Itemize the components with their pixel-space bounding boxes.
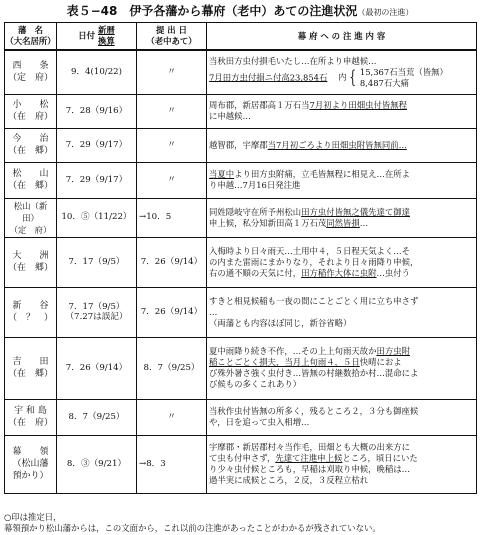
content-line: び殊外暑さ強く虫付き…皆無の村継数拾か村…混命によ (209, 368, 419, 378)
content-line: の内また雷雨にまかりなり，それより日々雨降り申候， (209, 256, 419, 267)
content-text: 申上候，私分知新田高１万石茂 (209, 217, 327, 228)
content-line (209, 453, 474, 464)
content-cell (207, 50, 477, 94)
content-underlined: 7月初より田畑虫付皆無程 (309, 100, 407, 110)
han-name: 松 山 （在 郷） (7, 169, 53, 191)
content-cell (207, 435, 477, 493)
content-underlined: 同然皆損 (326, 217, 360, 228)
date-cell: 7．17（9/5） (57, 237, 137, 287)
content-line: 入梅時より日々雨天…土用中４，５日程天気よく…そ (209, 245, 410, 256)
content-line: 当秋田方虫付損毛いたし…在所より申越候… (209, 55, 377, 66)
submit-cell: 7．26（9/14） (137, 237, 207, 287)
content-line (209, 218, 474, 229)
date-text: 7．17（9/5） （7.27は誤記） (65, 302, 128, 322)
content-line (209, 207, 474, 218)
content-cell (207, 162, 477, 198)
submit-cell: 〃 (137, 399, 207, 435)
content-cell (207, 94, 477, 128)
han-name: 宇 和 島 （在 府） (7, 406, 53, 428)
content-text: 周布郡，新居郡高１万石当 (209, 100, 310, 110)
submit-cell: 〃 (137, 50, 207, 94)
table-row (5, 399, 477, 435)
header-content-text: 幕 府 へ の 注 進 内 容 (297, 30, 386, 41)
content-text: 15,367石当荒（皆無） (359, 66, 448, 77)
header-han-text: 藩 名 （大名居所） (5, 25, 56, 46)
content-line: び候もの多くこれあり） (209, 379, 302, 389)
content-cell (207, 198, 477, 237)
note-line: 幕領預かり松山藩からは，この文面から，これ以前の注進があったことがわかるが残されていない。 (4, 523, 381, 533)
content-text: 右の通不順の天気に付， (209, 267, 302, 278)
content-underlined: 当7月初ごろより田畑虫附皆無同前… (267, 139, 407, 150)
content-underlined: 先達て注進申上候 (275, 453, 343, 463)
han-name: 新 谷 （ ？ ） (7, 301, 53, 323)
content-line: や，日を追って虫入相増… (209, 417, 310, 427)
han-name: 幕 領 （松山藩 預かり） (12, 447, 49, 481)
content-cell (207, 287, 477, 337)
han-name: 小 松 （在 府） (7, 100, 53, 122)
content-cell (207, 128, 477, 162)
content-text: より田方虫附痛，立毛皆無程に相見え…在所よ (234, 169, 410, 179)
han-cell (5, 287, 57, 337)
submit-cell: 8．7（9/25） (137, 337, 207, 399)
date-cell: 8．7（9/25） (57, 399, 137, 435)
content-line: 過半実に成候ところ，２反，３反程立枯れ (209, 475, 369, 485)
content-stack (360, 67, 448, 89)
han-cell (5, 198, 57, 237)
han-name: 今 治 （在 郷） (7, 134, 53, 156)
table-row (5, 50, 477, 94)
table-title (0, 0, 480, 22)
header-row (5, 23, 477, 51)
header-date (57, 23, 137, 51)
note-line: ○印は推定日， (4, 512, 62, 522)
date-cell: 7．29（9/17） (57, 128, 137, 162)
content-line: に申越候… (209, 111, 251, 121)
submit-cell: →10．5 (137, 198, 207, 237)
content-line (209, 268, 474, 279)
content-line (209, 346, 474, 357)
han-cell (5, 337, 57, 399)
date-cell (57, 287, 137, 337)
han-cell (5, 50, 57, 94)
submit-cell: 〃 (137, 128, 207, 162)
table-row (5, 337, 477, 399)
submit-cell: 〃 (137, 162, 207, 198)
content-cell (207, 399, 477, 435)
content-line (209, 67, 474, 89)
header-date-text: 日付 (78, 30, 96, 41)
content-text: 8,487石大痛 (359, 77, 409, 88)
content-text: ところ，頃日にいた (342, 453, 418, 463)
content-underlined: 当夏中 (209, 169, 235, 179)
content-line (209, 357, 474, 368)
date-cell: 7．26（9/14） (57, 337, 137, 399)
table-number: 表５−48 (66, 4, 118, 18)
header-submit-text: 提 出 日 （老中あて） (146, 25, 197, 46)
content-text: て虫も付申さず， (209, 453, 276, 463)
content-line: 宇摩郡・新居郡村々当作毛，田畑とも大概の出来方に (209, 442, 410, 452)
han-name: 松山（新田） （定 府） (9, 200, 52, 235)
content-underlined: 7月田方虫付損ニ付高23,854石 (209, 72, 328, 83)
table-row (5, 435, 477, 493)
table-row (5, 128, 477, 162)
content-line: … (209, 306, 218, 317)
han-cell (5, 399, 57, 435)
date-cell: 8．③（9/21） (57, 435, 137, 493)
content-underlined: 稲ことごとく損夫，当月上旬雨４，５日 (209, 357, 360, 367)
date-cell: 10．⑤（11/22） (57, 198, 137, 237)
content-line: り申越…7月16日発注進 (209, 180, 301, 190)
content-line (209, 169, 474, 180)
table-row (5, 198, 477, 237)
content-text: 越智郡，宇摩郡 (209, 139, 268, 150)
table-subtitle: （最初の注進） (357, 8, 414, 17)
han-name: 大 洲 （在 郷） (7, 251, 53, 273)
han-cell (5, 435, 57, 493)
header-newcal-text: 新暦 換算 (97, 25, 115, 46)
content-text: …虫付う (376, 267, 410, 278)
submit-cell: →8．3 (137, 435, 207, 493)
content-line: すきと相見候稲も一夜の間にことごとく用に立ち申さず (209, 295, 419, 306)
content-text: 快晴におよ (359, 357, 402, 367)
date-cell: 9．4(10/22) (57, 50, 137, 94)
table-row (5, 162, 477, 198)
content-text: 内 (338, 72, 347, 83)
content-line (209, 140, 474, 151)
content-line: （両藩とも内容ほぼ同じ，新谷省略） (209, 317, 352, 328)
submit-cell: 〃 (137, 94, 207, 128)
han-name: 吉 田 （在 郷） (7, 357, 53, 379)
table-title-text: 伊予各藩から幕府（老中）あての注進状況 (129, 4, 358, 18)
content-line (209, 100, 474, 111)
header-submit (137, 23, 207, 51)
header-content (207, 23, 477, 51)
content-line: り少々虫付候ところも，早稲は刈取り申候，晩稲は… (209, 464, 410, 474)
submit-date: 8．3 (146, 458, 166, 469)
han-name: 西 条 （定 府） (7, 61, 53, 84)
table-notes (4, 512, 476, 534)
brace-glyph: { (349, 66, 357, 88)
table-row (5, 237, 477, 287)
submit-date: 10．5 (146, 212, 172, 222)
han-cell (5, 237, 57, 287)
date-cell: 7．29（9/17） (57, 162, 137, 198)
han-cell (5, 128, 57, 162)
content-underlined: 田方虫附 (376, 346, 410, 356)
content-underlined: 田方虫付皆無之儀先達て御達 (301, 206, 410, 217)
content-text: … (359, 217, 369, 228)
content-underlined: 田方稲作大体に虫附 (301, 267, 377, 278)
han-cell (5, 162, 57, 198)
header-han (5, 23, 57, 51)
submit-cell: 7．26（9/14） (137, 287, 207, 337)
content-text: 同姓隠岐守在所予州松山 (209, 206, 302, 217)
content-text: 夏中雨降り続き不作，…その上上旬雨天故か (209, 346, 377, 356)
table-row (5, 287, 477, 337)
content-cell (207, 237, 477, 287)
table-row (5, 94, 477, 128)
content-line: 当秋作虫付皆無の所多く，残るところ２，３分も御座候 (209, 406, 419, 416)
date-cell: 7．28（9/16） (57, 94, 137, 128)
report-table (4, 22, 477, 494)
content-cell (207, 337, 477, 399)
han-cell (5, 94, 57, 128)
